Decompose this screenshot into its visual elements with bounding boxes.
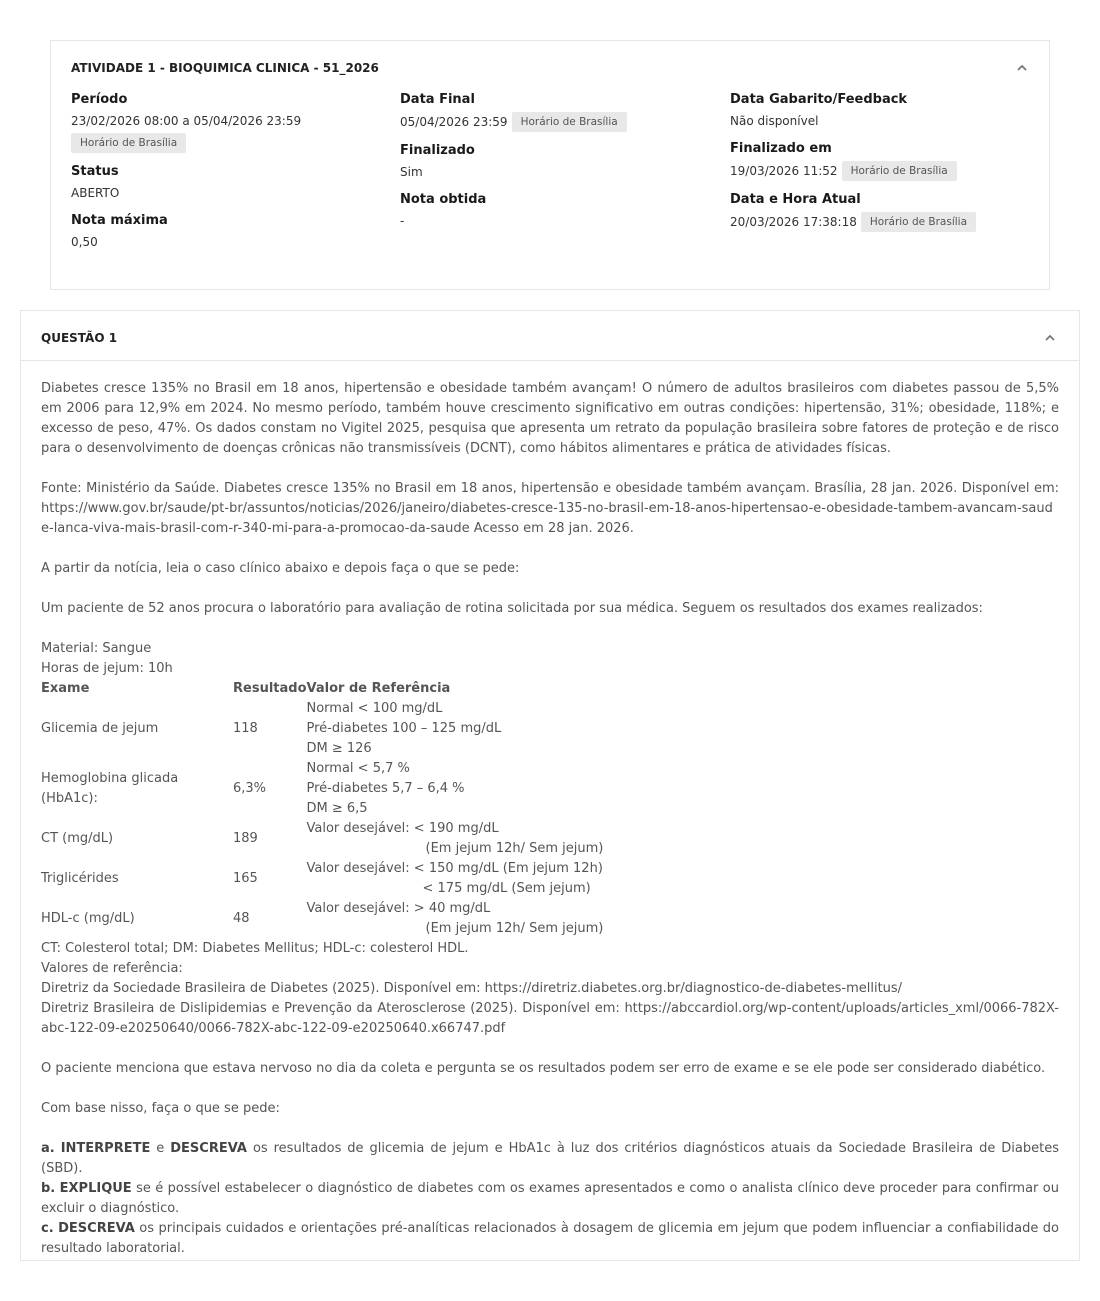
ref-line: Pré-diabetes 5,7 – 6,4 % — [306, 781, 465, 796]
field-nota-maxima — [71, 212, 391, 251]
table-row — [41, 859, 603, 899]
abbreviations: CT: Colesterol total; DM: Diabetes Mellitus; HDL-c: colesterol HDL. — [41, 941, 469, 956]
table-row — [41, 699, 603, 759]
ref-line: DM ≥ 6,5 — [306, 801, 368, 816]
activity-title: ATIVIDADE 1 - BIOQUIMICA CLINICA - 51_2026 — [71, 61, 379, 75]
fasting-line: Horas de jejum: 10h — [41, 661, 173, 676]
data-final-value: 05/04/2026 23:59 — [400, 115, 508, 129]
question-card — [20, 310, 1080, 1261]
status-value: ABERTO — [71, 186, 120, 200]
ref-line: Normal < 5,7 % — [306, 761, 410, 776]
task-text: os resultados de glicemia de jejum e HbA1c à luz dos critérios diagnósticos atuais da Sociedade Brasileira de Diabetes (SBD). — [41, 1141, 1060, 1176]
ref-line: (Em jejum 12h/ Sem jejum) — [425, 921, 604, 936]
question-intro: Diabetes cresce 135% no Brasil em 18 anos, hipertensão e obesidade também avançam! O número de adultos brasileiros com diabetes passou de 5,5% em 2006 para 12,9% em 2024. No mesmo período, também houve crescimento significativo em outras condições: hipertensão, 31%; obesidade, 118%; e excesso de peso, 47%. Os dados constam no Vigitel 2025, pesquisa que apresenta um retrato da população brasileira sobre fatores de proteção e de risco para o desenvolvimento de doenças crônicas não transmissíveis (DCNT), como hábitos alimentares e prática de atividades físicas. — [41, 381, 1059, 456]
field-periodo — [71, 91, 391, 153]
field-finalizado — [400, 142, 720, 181]
patient-note: O paciente menciona que estava nervoso no dia da coleta e pergunta se os resultados podem ser erro de exame e se ele pode ser considerado diabético. — [41, 1061, 1046, 1076]
exam-reference — [307, 859, 604, 899]
reference-1: Diretriz da Sociedade Brasileira de Diabetes (2025). Disponível em: https://diretriz.diabetes.org.br/diagnostico-de-diabetes-mellitus/ — [41, 981, 903, 996]
task-c — [41, 1219, 1059, 1259]
data-gabarito-label: Data Gabarito/Feedback — [730, 92, 908, 107]
task-b — [41, 1179, 1059, 1219]
chevron-up-icon[interactable] — [1043, 331, 1057, 345]
reference-2: Diretriz Brasileira de Dislipidemias e Prevenção da Aterosclerose (2025). Disponível em: https://abccardiol.org/wp-content/uploads/articles_xml/0066-782X-abc-122-09-e20250640/0066-782X-abc-122-09-e20250640.x66747.pdf — [41, 1001, 1059, 1036]
question-case: Um paciente de 52 anos procura o laboratório para avaliação de rotina solicitada por sua médica. Seguem os resultados dos exames realizados: — [41, 601, 983, 616]
ref-line: Pré-diabetes 100 – 125 mg/dL — [306, 721, 502, 736]
ref-line: Valor desejável: < 190 mg/dL — [306, 821, 499, 836]
task-prefix: c. — [41, 1221, 54, 1236]
timezone-badge: Horário de Brasília — [842, 161, 957, 181]
task-text: se é possível estabelecer o diagnóstico de diabetes com os exames apresentados e como o analista clínico deve proceder para confirmar ou excluir o diagnóstico. — [41, 1181, 1059, 1216]
ref-line: < 175 mg/dL (Sem jejum) — [422, 881, 591, 896]
question-instruction: A partir da notícia, leia o caso clínico abaixo e depois faça o que se pede: — [41, 561, 520, 576]
finalizado-value: Sim — [400, 165, 423, 179]
data-gabarito-value: Não disponível — [730, 114, 819, 128]
field-nota-obtida — [400, 191, 720, 230]
ref-line: DM ≥ 126 — [306, 741, 372, 756]
question-body — [21, 361, 1079, 1259]
finalizado-label: Finalizado — [400, 143, 475, 158]
exam-results-table — [41, 679, 603, 939]
task-verb: DESCREVA — [170, 1141, 247, 1156]
data-hora-atual-value: 20/03/2026 17:38:18 — [730, 215, 857, 229]
activity-col-1 — [71, 91, 391, 261]
task-verb: EXPLIQUE — [59, 1181, 132, 1196]
task-prefix: a. — [41, 1141, 55, 1156]
nota-obtida-value: - — [400, 214, 405, 228]
table-row — [41, 759, 603, 819]
exam-result: 48 — [233, 911, 250, 926]
data-final-label: Data Final — [400, 92, 475, 107]
table-header-row — [41, 679, 603, 699]
nota-obtida-label: Nota obtida — [400, 192, 487, 207]
exam-name: HDL-c (mg/dL) — [41, 911, 135, 926]
header-result: Resultado — [233, 681, 307, 696]
status-label: Status — [71, 164, 119, 179]
task-verb: INTERPRETE — [60, 1141, 151, 1156]
nota-maxima-label: Nota máxima — [71, 213, 168, 228]
field-finalizado-em — [730, 140, 1050, 181]
chevron-up-icon[interactable] — [1015, 61, 1029, 75]
exam-name: Hemoglobina glicada (HbA1c): — [41, 771, 179, 806]
activity-col-3 — [730, 91, 1050, 242]
question-source: Fonte: Ministério da Saúde. Diabetes cresce 135% no Brasil em 18 anos, hipertensão e obesidade também avançam. Brasília, 28 jan. 2026. Disponível em: https://www.gov.br/saude/pt-br/assuntos/noticias/2026/janeiro/diabetes-cresce-135-no-brasil-em-18-anos-hipertensao-e-obesidade-tambem-avancam-saude-lanca-viva-mais-brasil-com-r-340-mi-para-a-promocao-da-saude Acesso em 28 jan. 2026. — [41, 481, 1059, 536]
exam-reference — [307, 819, 604, 859]
exam-result — [233, 759, 307, 819]
field-data-gabarito — [730, 91, 1050, 130]
ref-line: (Em jejum 12h/ Sem jejum) — [425, 841, 604, 856]
exam-name: CT (mg/dL) — [41, 831, 114, 846]
timezone-badge: Horário de Brasília — [71, 133, 186, 153]
finalizado-em-value: 19/03/2026 11:52 — [730, 164, 838, 178]
question-header[interactable] — [21, 311, 1079, 361]
exam-reference — [307, 899, 604, 939]
ref-line: Valor desejável: > 40 mg/dL — [306, 901, 491, 916]
header-exam: Exame — [41, 681, 90, 696]
references-title: Valores de referência: — [41, 961, 183, 976]
table-row — [41, 899, 603, 939]
data-hora-atual-label: Data e Hora Atual — [730, 192, 861, 207]
material-line: Material: Sangue — [41, 641, 152, 656]
question-title: QUESTÃO 1 — [41, 331, 118, 345]
timezone-badge: Horário de Brasília — [861, 212, 976, 232]
finalizado-em-label: Finalizado em — [730, 141, 832, 156]
task-a — [41, 1139, 1059, 1179]
task-prefix: b. — [41, 1181, 56, 1196]
task-text: os principais cuidados e orientações pré-analíticas relacionados à dosagem de glicemia em jejum que podem influenciar a confiabilidade do resultado laboratorial. — [41, 1221, 1059, 1256]
timezone-badge: Horário de Brasília — [512, 112, 627, 132]
task-list — [41, 1139, 1059, 1259]
task-conj: e — [150, 1141, 171, 1156]
ref-line: Normal < 100 mg/dL — [306, 701, 443, 716]
nota-maxima-value: 0,50 — [71, 235, 98, 249]
exam-result: 189 — [233, 831, 258, 846]
header-reference: Valor de Referência — [306, 681, 451, 696]
task-verb: DESCREVA — [58, 1221, 135, 1236]
field-data-final — [400, 91, 720, 132]
exam-result: 165 — [233, 871, 258, 886]
ask-line: Com base nisso, faça o que se pede: — [41, 1101, 280, 1116]
exam-reference — [307, 759, 604, 819]
activity-card — [50, 40, 1050, 290]
exam-name: Glicemia de jejum — [41, 721, 159, 736]
activity-col-2 — [400, 91, 720, 240]
exam-result: 118 — [233, 721, 258, 736]
exam-reference — [307, 699, 604, 759]
periodo-value: 23/02/2026 08:00 a 05/04/2026 23:59 — [71, 114, 302, 128]
periodo-label: Período — [71, 92, 128, 107]
exam-result-value: 6,3% — [233, 781, 267, 796]
exam-name: Triglicérides — [41, 871, 119, 886]
ref-line: Valor desejável: < 150 mg/dL (Em jejum 12h) — [306, 861, 603, 876]
table-row — [41, 819, 603, 859]
field-status — [71, 163, 391, 202]
field-data-hora-atual — [730, 191, 1050, 232]
